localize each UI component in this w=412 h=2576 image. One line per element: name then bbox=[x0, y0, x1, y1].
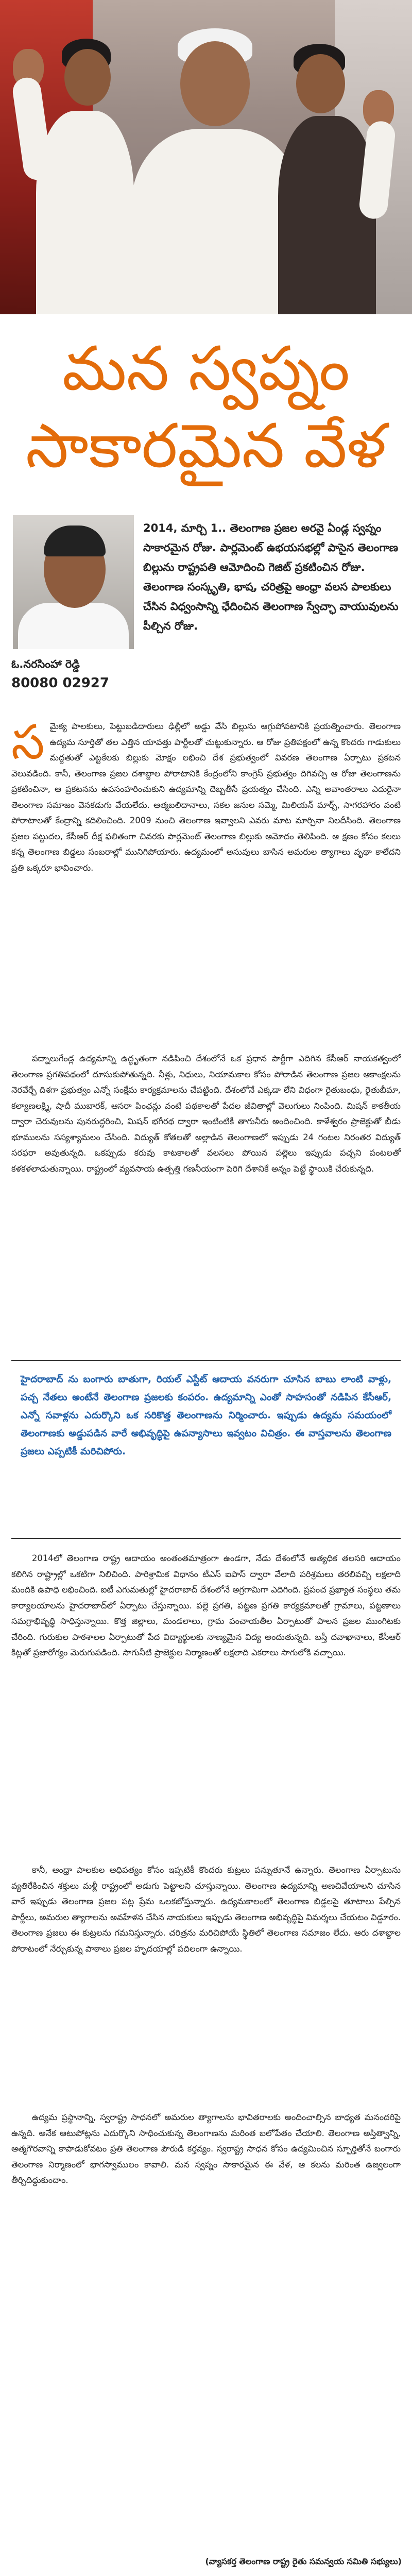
author-name: ఓ.నరసింహా రెడ్డి bbox=[11, 658, 80, 670]
headline-line-1: మన స్వప్నం bbox=[62, 333, 350, 404]
body-paragraph-5: ఉద్యమ ప్రస్థానాన్ని, స్వరాష్ట్ర సాధనలో అమరుల త్యాగాలను భావితరాలకు అందించాల్సిన బాధ్యత మనందరిపై ఉన్నది. అనేక ఆటుపోట్లను ఎదుర్కొని సాధించుకున్న తెలంగాణను మరింత బలోపేతం చేయాలి. తెలంగాణ అస్తిత్వాన్ని, ఆత్మగౌరవాన్ని కాపాడుకోవటం ప్రతి తెలంగాణ పౌరుడి కర్తవ్యం. స్వరాష్ట్ర సాధన కోసం ఉద్యమించిన స్ఫూర్తితోనే బంగారు తెలంగాణ నిర్మాణంలో భాగస్వాములం కావాలి. మన స్వప్నం సాకారమైన ఈ వేళ, ఆ కలను మరింత ఉజ్వలంగా తీర్చిదిద్దుకుందాం. bbox=[11, 2112, 401, 2185]
crowd-person-shirt bbox=[36, 111, 134, 314]
body-paragraph-1-text: మైక్య పాలకులు, పెట్టుబడిదారులు ఢిల్లీలో అడ్డు వేసి బిల్లును ఆగ్గుపోవటానికి ప్రయత్నించారు. తెలంగాణ ఉద్యమ సూర్తితో తల ఎత్తిన యావత్తు పార్టీలతో చుట్టుకున్నారు. ఆ రోజు ప్రతిపక్షంలో ఉన్న కొందరు గాడుకులు మద్దతుతో ఎట్టకేలకు బిల్లుకు మోక్షం లభించి దేశ ప్రభుత్వంలో వివరణ తెలంగాణ ఏర్పాటు ప్రకటన వెలువడింది. కానీ, తెలంగాణ ప్రజల దశాబ్దాల పోరాటానికి కేంద్రంలోని కాంగ్రెస్ ప్రభుత్వం దిగివచ్చి ఆ రోజు తెలంగాణను ప్రకటించినా, ఆ ప్రకటనను ఉపసంహరించుకుని ఉద్యమాన్ని దెబ్బతీసే ప్రయత్నం చేసింది. ఎన్ని అవాంతరాలు ఎదురైనా తెలంగాణ సమాజం వెనకడుగు వేయలేదు. ఆత్మబలిదానాలు, సకల జనుల సమ్మె, మిలియన్ మార్చ్, సాగరహారం వంటి పోరాటాలతో కేంద్రాన్ని కదిలించింది. 2009 నుంచి తెలంగాణ ఇవ్వాలని ఎవరు మాట మార్చినా నిలదీసింది. తెలంగాణ ప్రజల పట్టుదల, కేసీఆర్ దీక్ష ఫలితంగా చివరకు పార్లమెంట్ తెలంగాణ బిల్లుకు ఆమోదం తెలిపింది. ఆ క్షణం కోసం కలలు కన్న తెలంగాణ బిడ్డలు సంబరాల్లో మునిగిపోయారు. ఉద్యమంలో అసువులు బాసిన అమరుల త్యాగాలు వృథా కాలేదని ప్రతి ఒక్కరూ భావించారు. bbox=[11, 721, 401, 873]
crowd-person-head bbox=[296, 54, 345, 113]
author-byline bbox=[11, 657, 135, 692]
body-paragraph-3: 2014లో తెలంగాణ రాష్ట్ర ఆదాయం అంతంతమాత్రంగా ఉండగా, నేడు దేశంలోనే అత్యధిక తలసరి ఆదాయం కలిగిన రాష్ట్రాల్లో ఒకటిగా నిలిచింది. పారిశ్రామిక విధానం టీఎస్ ఐపాస్ ద్వారా వేలాది పరిశ్రమలు తరలివచ్చి లక్షలాది మందికి ఉపాధి లభించింది. ఐటీ ఎగుమతుల్లో హైదరాబాద్ దేశంలోనే అగ్రగామిగా ఎదిగింది. ప్రపంచ ప్రఖ్యాత సంస్థలు తమ కార్యాలయాలను హైదరాబాద్‌లో ఏర్పాటు చేస్తున్నాయి. పల్లె ప్రగతి, పట్టణ ప్రగతి కార్యక్రమాలతో గ్రామాలు, పట్టణాలు సమగ్రాభివృద్ధి సాధిస్తున్నాయి. కొత్త జిల్లాలు, మండలాలు, గ్రామ పంచాయతీల ఏర్పాటుతో పాలన ప్రజల ముంగిటకు చేరింది. గురుకుల పాఠశాలల ఏర్పాటుతో పేద విద్యార్థులకు నాణ్యమైన విద్య అందుతున్నది. బస్తీ దవాఖానాలు, కేసీఆర్ కిట్లతో ప్రజారోగ్యం మెరుగుపడింది. సాగునీటి ప్రాజెక్టుల నిర్మాణంతో లక్షలాది ఎకరాలు సాగులోకి వచ్చాయి. bbox=[11, 1553, 401, 1657]
author-footnote: (వ్యాసకర్త తెలంగాణ రాష్ట్ర రైతు సమన్వయ సమితి సభ్యులు) bbox=[205, 2556, 402, 2566]
leader-head bbox=[180, 41, 250, 126]
body-paragraph-1 bbox=[11, 715, 401, 876]
crowd-person-head bbox=[64, 49, 111, 106]
author-photo-shirt bbox=[18, 603, 129, 649]
author-phone: 80080 02927 bbox=[11, 675, 109, 691]
headline-line-2: సాకారమైన వేళ bbox=[26, 410, 386, 481]
article-intro: 2014, మార్చి 1.. తెలంగాణ ప్రజల అరవై ఏండ్ల స్వప్నం సాకారమైన రోజు. పార్లమెంట్ ఉభయసభల్లో పాసైన తెలంగాణ బిల్లును రాష్ట్రపతి ఆమోదించి గెజిట్ ప్రకటించిన రోజు. తెలంగాణ సంస్కృతి, భాష, చరిత్రపై ఆంధ్రా వలస పాలకులు చేసిన విధ్వంసాన్ని ఛేదించిన తెలంగాణ స్వేచ్ఛా వాయువులను పీల్చిన రోజు. bbox=[143, 522, 399, 632]
author-photo-hair bbox=[44, 526, 106, 556]
headline bbox=[0, 330, 412, 484]
drop-cap: స bbox=[11, 715, 45, 770]
pullquote-top-rule bbox=[11, 1360, 401, 1361]
hero-photo bbox=[0, 0, 412, 314]
body-paragraph-2: పద్నాలుగేండ్ల ఉద్యమాన్ని ఉద్ధృతంగా నడిపించి దేశంలోనే ఒక ప్రధాన పార్టీగా ఎదిగిన కేసీఆర్ నాయకత్వంలో తెలంగాణ ప్రగతిపథంలో దూసుకుపోతున్నది. నీళ్లు, నిధులు, నియామకాల కోసం పోరాడిన తెలంగాణ ప్రజల ఆకాంక్షలను నెరవేర్చే దిశగా ప్రభుత్వం ఎన్నో సంక్షేమ కార్యక్రమాలను చేపట్టింది. దేశంలోనే ఎక్కడా లేని విధంగా రైతుబంధు, రైతుబీమా, కల్యాణలక్ష్మి, షాదీ ముబారక్, ఆసరా పింఛన్లు వంటి పథకాలతో పేదల జీవితాల్లో వెలుగులు నింపింది. మిషన్ కాకతీయ ద్వారా చెరువులను పునరుద్ధరించి, మిషన్ భగీరథ ద్వారా ఇంటింటికీ తాగునీరు అందించింది. కాళేశ్వరం ప్రాజెక్టుతో బీడు భూములను సస్యశ్యామలం చేసింది. విద్యుత్ కోతలతో అల్లాడిన తెలంగాణలో ఇప్పుడు 24 గంటల నిరంతర విద్యుత్ సరఫరా అవుతున్నది. ఒకప్పుడు కరువు కాటకాలతో వలసలు పోయిన పల్లెలు ఇప్పుడు పచ్చని పంటలతో కళకళలాడుతున్నాయి. రాష్ట్రంలో వ్యవసాయ ఉత్పత్తి గణనీయంగా పెరిగి దేశానికే అన్నం పెట్టే స్థాయికి చేరుకున్నది. bbox=[11, 1054, 401, 1174]
pullquote-bottom-rule bbox=[11, 1538, 401, 1539]
crowd-person-shirt bbox=[278, 116, 376, 314]
leader-shirt bbox=[131, 129, 301, 314]
body-paragraph-4: కానీ, ఆంధ్రా పాలకుల ఆధిపత్యం కోసం ఇప్పటికీ కొందరు కుట్రలు పన్నుతూనే ఉన్నారు. తెలంగాణ ఏర్పాటును వ్యతిరేకించిన శక్తులు మళ్లీ రాష్ట్రంలో అడుగు పెట్టాలని చూస్తున్నాయి. తెలంగాణ ఉద్యమాన్ని అణచివేయాలని చూసిన వారే ఇప్పుడు తెలంగాణ ప్రజల పట్ల ప్రేమ ఒలకబోస్తున్నారు. ఉద్యమకాలంలో తెలంగాణ బిడ్డలపై తూటాలు పేల్చిన పార్టీలు, అమరుల త్యాగాలను అవహేళన చేసిన నాయకులు ఇప్పుడు తెలంగాణ అభివృద్ధిపై విమర్శలు చేయటం విడ్డూరం. తెలంగాణ ప్రజలు ఈ కుట్రలను గమనిస్తున్నారు. చరిత్రను మరిచిపోయే స్థితిలో తెలంగాణ సమాజం లేదు. ఆరు దశాబ్దాల పోరాటంలో నేర్చుకున్న పాఠాలు ప్రజల హృదయాల్లో పదిలంగా ఉన్నాయి. bbox=[11, 1865, 401, 1954]
pullquote: హైదరాబాద్ ను బంగారు బాతుగా, రియల్ ఎస్టేట్ ఆదాయ వనరుగా చూసిన బాబు లాంటి వాళ్లు, పచ్చ నేతలు అంటేనే తెలంగాణ ప్రజలకు కంపరం. ఉద్యమాన్ని ఎంతో సాహసంతో నడిపిన కేసీఆర్, ఎన్నో సవాళ్లను ఎదుర్కొని ఒక సరికొత్త తెలంగాణను నిర్మించారు. ఇప్పుడు ఉద్యమ సమయంలో తెలంగాణకు అడ్డుపడిన వారే అభివృద్ధిపై ఉపన్యాసాలు ఇవ్వటం విచిత్రం. ఈ వాస్తవాలను తెలంగాణ ప్రజలు ఎప్పటికీ మరిచిపోరు. bbox=[21, 1374, 391, 1457]
author-photo bbox=[13, 515, 134, 649]
